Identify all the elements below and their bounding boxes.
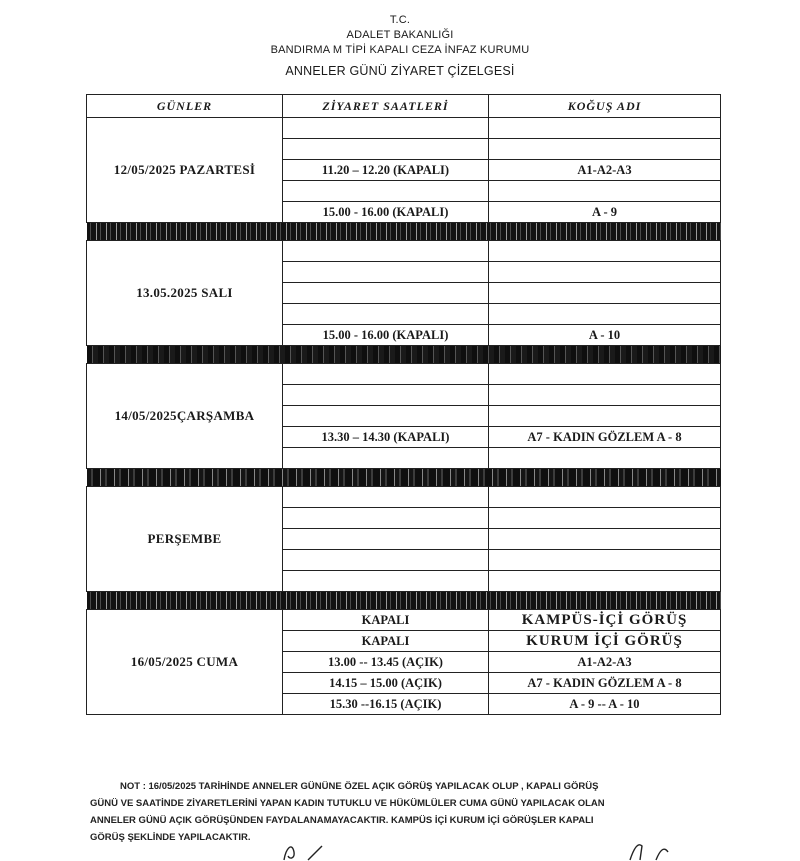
ward-cell: A1-A2-A3	[489, 652, 721, 673]
document-title: ANNELER GÜNÜ ZİYARET ÇİZELGESİ	[285, 64, 515, 78]
visit-time-cell: 15.30 --16.15 (AÇIK)	[283, 694, 489, 715]
visit-time-cell: 13.00 -- 13.45 (AÇIK)	[283, 652, 489, 673]
ward-cell	[489, 406, 721, 427]
ward-cell	[489, 304, 721, 325]
visit-schedule-table	[86, 94, 721, 715]
visit-time-cell	[283, 508, 489, 529]
visit-time-cell: 14.15 – 15.00 (AÇIK)	[283, 673, 489, 694]
visit-time-cell	[283, 487, 489, 508]
ward-cell: A7 - KADIN GÖZLEM A - 8	[489, 427, 721, 448]
header-line-ministry: ADALET BAKANLIĞI	[346, 29, 454, 41]
ward-cell	[489, 550, 721, 571]
visit-time-cell	[283, 364, 489, 385]
footnote-line: GÖRÜŞ ŞEKLİNDE YAPILACAKTIR.	[90, 832, 251, 843]
ward-cell: A1-A2-A3	[489, 160, 721, 181]
visit-time-cell: 13.30 – 14.30 (KAPALI)	[283, 427, 489, 448]
separator-row	[87, 223, 721, 241]
visit-time-cell: KAPALI	[283, 610, 489, 631]
day-label: 12/05/2025 PAZARTESİ	[87, 118, 283, 223]
ward-cell	[489, 529, 721, 550]
table-row	[87, 364, 721, 385]
visit-time-cell	[283, 139, 489, 160]
visit-time-cell: 11.20 – 12.20 (KAPALI)	[283, 160, 489, 181]
footnote-line: NOT : 16/05/2025 TARİHİNDE ANNELER GÜNÜNE ÖZEL AÇIK GÖRÜŞ YAPILACAK OLUP , KAPALI GÖRÜŞ	[120, 781, 599, 792]
ward-cell	[489, 283, 721, 304]
day-label: 13.05.2025 SALI	[87, 241, 283, 346]
visit-time-cell	[283, 571, 489, 592]
header-ward-name: KOĞUŞ ADI	[489, 95, 721, 118]
ward-cell	[489, 448, 721, 469]
header-days: GÜNLER	[87, 95, 283, 118]
ward-cell: A - 10	[489, 325, 721, 346]
day-label: 16/05/2025 CUMA	[87, 610, 283, 715]
header-visit-hours: ZİYARET SAATLERİ	[283, 95, 489, 118]
ward-cell: KAMPÜS-İÇİ GÖRÜŞ	[489, 610, 721, 631]
footnote-line: ANNELER GÜNÜ AÇIK GÖRÜŞÜNDEN FAYDALANAMAYACAKTIR. KAMPÜS İÇİ KURUM İÇİ GÖRÜŞLER KAPALI	[90, 815, 594, 826]
ward-cell	[489, 571, 721, 592]
ward-cell	[489, 385, 721, 406]
ward-cell	[489, 139, 721, 160]
footnote-line: GÜNÜ VE SAATİNDE ZİYARETLERİNİ YAPAN KADIN TUTUKLU VE HÜKÜMLÜLER CUMA GÜNÜ YAPILACAK OLAN	[90, 798, 605, 809]
separator-band	[87, 223, 721, 241]
header-line-tc: T.C.	[389, 14, 411, 26]
ward-cell	[489, 262, 721, 283]
separator-band	[87, 346, 721, 364]
separator-band	[87, 592, 721, 610]
ward-cell: KURUM İÇİ GÖRÜŞ	[489, 631, 721, 652]
visit-time-cell	[283, 304, 489, 325]
ward-cell	[489, 118, 721, 139]
visit-time-cell	[283, 406, 489, 427]
table-row	[87, 118, 721, 139]
visit-time-cell	[283, 385, 489, 406]
signature-right	[612, 838, 682, 861]
ward-cell	[489, 181, 721, 202]
schedule-body	[87, 118, 721, 715]
separator-row	[87, 346, 721, 364]
visit-time-cell: KAPALI	[283, 631, 489, 652]
separator-row	[87, 469, 721, 487]
visit-time-cell	[283, 550, 489, 571]
visit-time-cell	[283, 529, 489, 550]
ward-cell	[489, 487, 721, 508]
ward-cell	[489, 241, 721, 262]
header-line-institution: BANDIRMA M TİPİ KAPALI CEZA İNFAZ KURUMU	[270, 44, 530, 56]
visit-time-cell	[283, 448, 489, 469]
ward-cell: A - 9 -- A - 10	[489, 694, 721, 715]
ward-cell	[489, 508, 721, 529]
table-row	[87, 610, 721, 631]
visit-time-cell: 15.00 - 16.00 (KAPALI)	[283, 202, 489, 223]
separator-row	[87, 592, 721, 610]
ward-cell: A - 9	[489, 202, 721, 223]
visit-time-cell	[283, 283, 489, 304]
signature-left	[278, 838, 348, 861]
visit-time-cell	[283, 181, 489, 202]
ward-cell	[489, 364, 721, 385]
visit-time-cell	[283, 118, 489, 139]
visit-time-cell	[283, 241, 489, 262]
visit-time-cell: 15.00 - 16.00 (KAPALI)	[283, 325, 489, 346]
table-row	[87, 241, 721, 262]
footnote	[90, 778, 730, 846]
visit-time-cell	[283, 262, 489, 283]
ward-cell: A7 - KADIN GÖZLEM A - 8	[489, 673, 721, 694]
day-label: 14/05/2025ÇARŞAMBA	[87, 364, 283, 469]
day-label: PERŞEMBE	[87, 487, 283, 592]
table-row	[87, 487, 721, 508]
separator-band	[87, 469, 721, 487]
